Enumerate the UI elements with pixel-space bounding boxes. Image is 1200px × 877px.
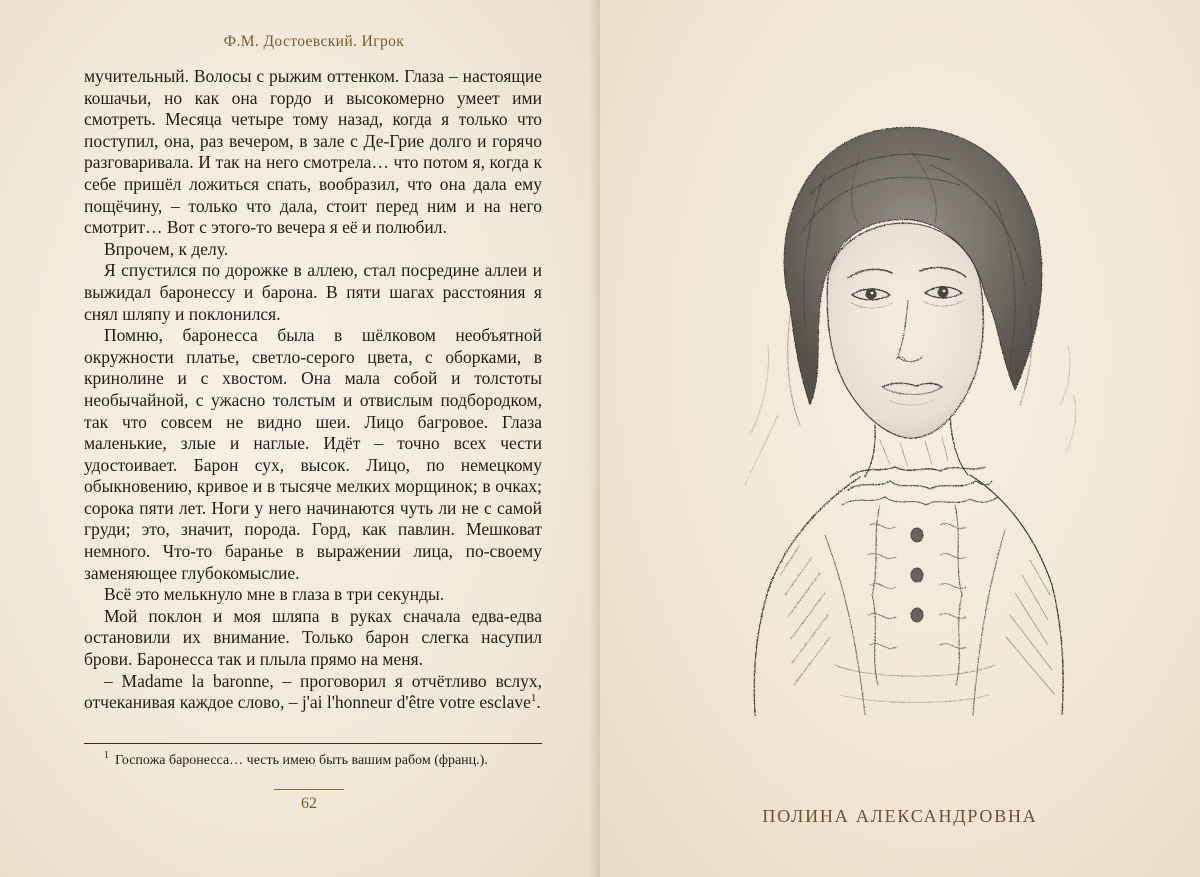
body-text <box>84 66 542 714</box>
pencil-portrait-illustration <box>730 105 1080 720</box>
footnote <box>104 752 544 770</box>
paragraph-last: – Madame la baronne, – проговорил я отчётливо вслух, отчеканивая каждое слово, – j'ai l'honneur d'être votre esclave$^1$. <box>84 670 542 713</box>
paragraph-text: – Madame la baronne, – проговорил я отчётливо вслух, отчеканивая каждое слово, – j'ai l'honneur d'être votre esclave <box>84 670 542 713</box>
paragraph: мучительный. Волосы с рыжим оттенком. Глаза – настоящие кошачьи, но как она гордо и высокомерно умеет ими смотреть. Месяца четыре тому назад, когда я только что поступил, она, раз вечером, в зале с Де-Грие долго и горячо разговаривала. И так на него смотрела… что потом я, когда к себе пришёл ложиться спать, вообразил, что она дала ему пощёчину, – только что дала, стоит перед ним и на него смотрит… Вот с этого-то вечера я её и полюбил. <box>84 66 542 238</box>
illustration-caption: ПОЛИНА АЛЕКСАНДРОВНА <box>762 806 1038 826</box>
paragraph: Мой поклон и моя шляпа в руках сначала едва-едва остановили их внимание. Только барон слегка насупил брови. Баронесса так и плыла прямо на меня. <box>84 605 542 670</box>
footnote-reference: 1 <box>530 692 537 705</box>
paragraph: Впрочем, к делу. <box>104 238 229 259</box>
running-head: Ф.М. Достоевский. Игрок <box>223 33 405 50</box>
page-number-divider <box>274 789 344 790</box>
footnote-text: Госпожа баронесса… честь имею быть вашим рабом (франц.). <box>115 753 488 768</box>
paragraph: Всё это мелькнуло мне в глаза в три секунды. <box>104 584 445 605</box>
paragraph: Я спустился по дорожке в аллею, стал посредине аллеи и выжидал баронессу и барона. В пяти шагах расстояния я снял шляпу и поклонился. <box>84 260 542 324</box>
paragraph: Помню, баронесса была в шёлковом необъятной окружности платье, светло-серого цвета, с оборками, в кринолине и с хвостом. Она мала собой и толстоты необычайной, с ужасно толстым и отвислым подбородком, так что совсем не видно шеи. Лицо багровое. Глаза маленькие, злые и наглые. Идёт – точно всех чести удостоивает. Барон сух, высок. Лицо, по немецкому обыкновению, кривое и в тысяче мелких морщинок; в очках; сорока пяти лет. Ноги у него начинаются чуть ли не с самой груди; это, значит, порода. Горд, как павлин. Мешковат немного. Что-то баранье в выражении лица, по-своему заменяющее глубокомыслие. <box>84 325 542 583</box>
footnote-divider <box>84 743 542 744</box>
footnote-number: 1 <box>104 750 109 762</box>
right-page <box>600 0 1200 877</box>
page-number: 62 <box>301 795 317 812</box>
